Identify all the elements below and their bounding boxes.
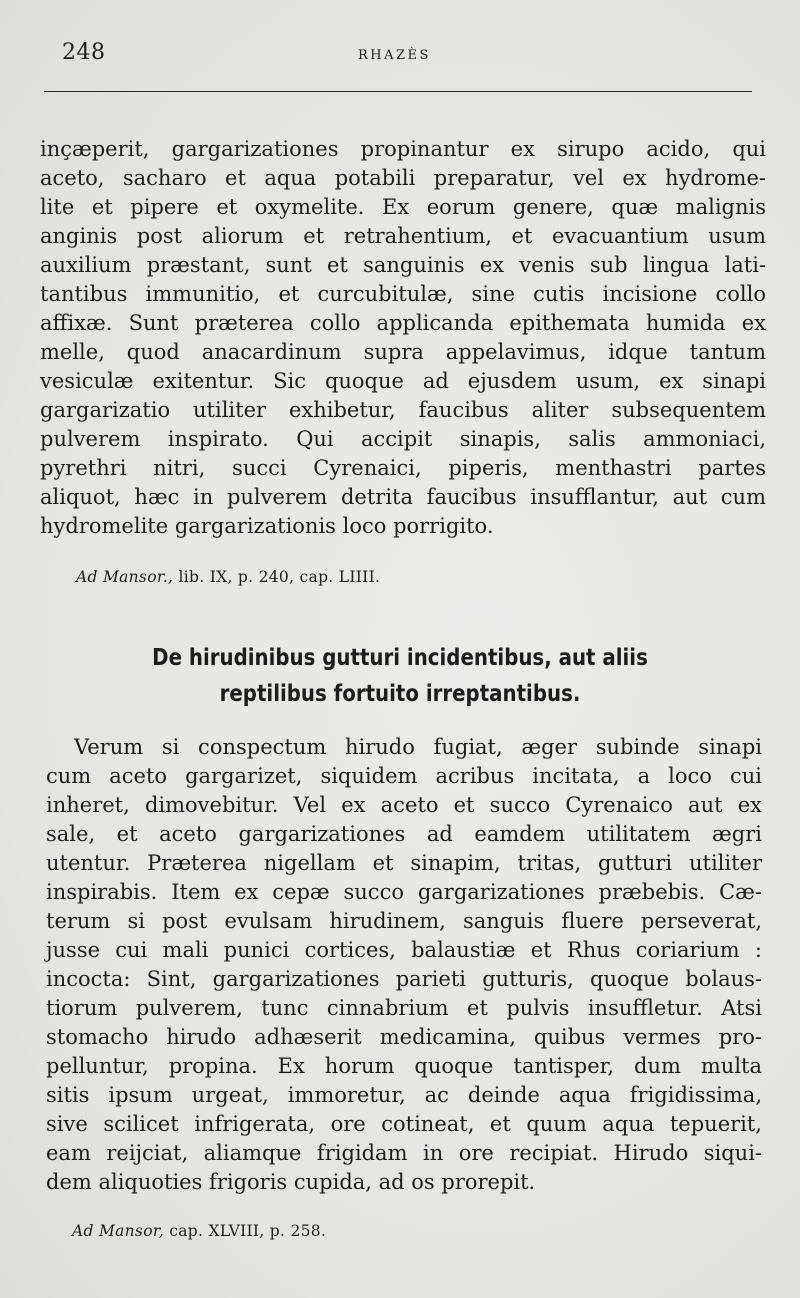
page-number: 248 [62, 40, 106, 65]
citation-reference: lib. IX, p. 240, cap. LIIII. [173, 568, 381, 586]
running-title: RHAZÈS [358, 48, 431, 63]
text-line: inçæperit, gargarizationes propinantur ex sirupo acido, qui [40, 137, 766, 161]
running-head [62, 40, 752, 74]
text-line: pulverem inspirato. Qui accipit sinapis, salis ammoniaci, [40, 427, 766, 451]
text-line: affixæ. Sunt præterea collo applicanda epithemata humida ex [40, 311, 766, 335]
text-line: dem aliquoties frigoris cupida, ad os prorepit. [46, 1170, 536, 1194]
text-line: jusse cui mali punici cortices, balaustiæ et Rhus coriarium : [46, 938, 762, 962]
paragraph-main [46, 733, 762, 1197]
text-line: incocta: Sint, gargarizationes parieti gutturis, quoque bolaus- [46, 967, 762, 991]
text-line: inspirabis. Item ex cepæ succo gargarizationes præbebis. Cæ- [46, 880, 762, 904]
text-line: stomacho hirudo adhæserit medicamina, quibus vermes pro- [46, 1025, 762, 1049]
text-line: eam reijciat, aliamque frigidam in ore recipiat. Hirudo siqui- [46, 1141, 762, 1165]
text-line: sive scilicet infrigerata, ore cotineat, et quum aqua tepuerit, [46, 1112, 762, 1136]
text-line: sale, et aceto gargarizationes ad eamdem utilitatem ægri [46, 822, 762, 846]
section-heading-line: reptilibus fortuito irreptantibus. [219, 681, 581, 707]
section-heading [108, 640, 693, 712]
text-line: aliquot, hæc in pulverem detrita faucibus insufflantur, aut cum [40, 485, 766, 509]
text-line: inheret, dimovebitur. Vel ex aceto et succo Cyrenaico aut ex [46, 793, 762, 817]
text-line: pelluntur, propina. Ex horum quoque tantisper, dum multa [46, 1054, 762, 1078]
text-line: anginis post aliorum et retrahentium, et evacuantium usum [40, 224, 766, 248]
text-line: terum si post evulsam hirudinem, sanguis fluere perseverat, [46, 909, 762, 933]
text-line: lite et pipere et oxymelite. Ex eorum genere, quæ malignis [40, 195, 766, 219]
header-rule [44, 91, 752, 92]
text-line: melle, quod anacardinum supra appelavimus, idque tantum [40, 340, 766, 364]
citation [76, 568, 380, 586]
text-line: vesiculæ exitentur. Sic quoque ad ejusdem usum, ex sinapi [40, 369, 766, 393]
citation-source: Ad Mansor., [76, 568, 174, 586]
citation-source: Ad Mansor, [72, 1222, 165, 1240]
citation-reference: cap. XLVIII, p. 258. [164, 1222, 327, 1240]
text-line: tantibus immunitio, et curcubitulæ, sine cutis incisione collo [40, 282, 766, 306]
paragraph-continuation [40, 135, 766, 541]
text-line: sitis ipsum urgeat, immoretur, ac deinde aqua frigidissima, [46, 1083, 762, 1107]
text-line: auxilium præstant, sunt et sanguinis ex venis sub lingua lati- [40, 253, 766, 277]
text-line: Verum si conspectum hirudo fugiat, æger subinde sinapi [74, 735, 762, 759]
section-heading-line: De hirudinibus gutturi incidentibus, aut aliis [152, 645, 648, 671]
text-line: pyrethri nitri, succi Cyrenaici, piperis, menthastri partes [40, 456, 766, 480]
text-line: cum aceto gargarizet, siquidem acribus incitata, a loco cui [46, 764, 762, 788]
text-line: aceto, sacharo et aqua potabili preparatur, vel ex hydrome- [40, 166, 766, 190]
citation [72, 1222, 326, 1240]
text-line: utentur. Præterea nigellam et sinapim, tritas, gutturi utiliter [46, 851, 762, 875]
text-line: hydromelite gargarizationis loco porrigito. [40, 514, 494, 538]
text-line: gargarizatio utiliter exhibetur, faucibus aliter subsequentem [40, 398, 766, 422]
text-line: tiorum pulverem, tunc cinnabrium et pulvis insuffletur. Atsi [46, 996, 762, 1020]
